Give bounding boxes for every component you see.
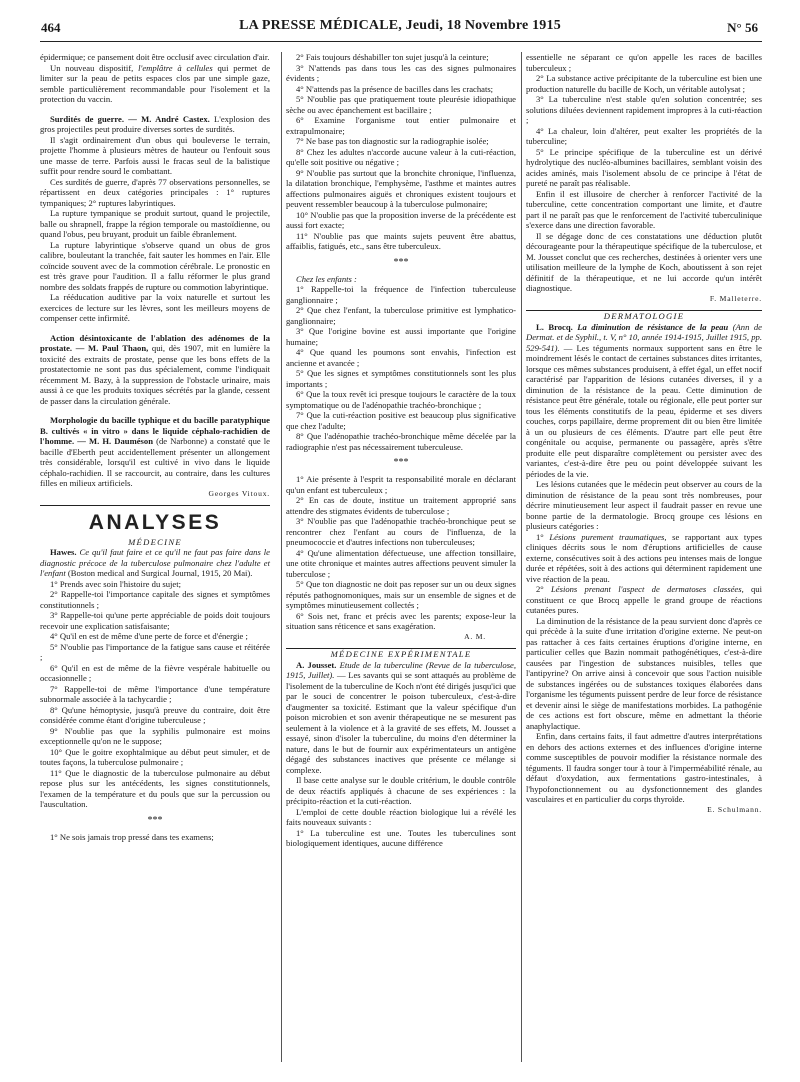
- signature: E. Schulmann.: [707, 804, 762, 814]
- paragraph: Enfin il est illusoire de chercher à renforcer l'activité de la tuberculine, cette concentration comportant une limite, et d'autre part il ne paraît pas que le renforcement de l'activité tuberculinique s'exerce dans une direction favorable.: [526, 188, 762, 230]
- list-item: 2° En cas de doute, institue un traitement approprié sans attendre des stigmates évidents de tuberculose ;: [286, 495, 516, 516]
- list-item: 6° Qu'il en est de même de la fièvre vespérale habituelle ou occasionnelle ;: [40, 662, 270, 683]
- list-item: 6° Sois net, franc et précis avec les parents; expose-leur la situation sans réticence et sans exagération.: [286, 610, 516, 631]
- paragraph: [40, 63, 270, 105]
- paragraph: La rupture tympanique se produit surtout, quand le projectile, balle ou shrapnell, frappe la région temporale ou mastoïdienne, ou quand l'obus, peu bruyant, produit un faible ébranlement.: [40, 208, 270, 239]
- list-item: 4° Qu'il en est de même d'une perte de force et d'énergie ;: [50, 631, 248, 641]
- list-item: 3° La tuberculine n'est stable qu'en solution concentrée; ses solutions diluées deviennent rapidement impropres à la cuti-réaction ;: [526, 94, 762, 125]
- list-item: 11° Que le diagnostic de la tuberculose pulmonaire au début repose plus sur les antécédents, les signes constitutionnels, l'examen de la température et du pouls que sur la percussion ou l'auscultation.: [40, 767, 270, 809]
- list-item: 5° Le principe spécifique de la tuberculine est un dérivé hydrolytique des nucléo-albumines bacillaires, semblant voisin des acides aminés, mais l'isolement absolu de ce principe à l'état de pureté ne paraît pas réalisable.: [526, 146, 762, 188]
- article-brocq: [526, 322, 762, 480]
- list-item: 2° Rappelle-toi l'importance capitale des signes et symptômes constitutionnels ;: [40, 589, 270, 610]
- paragraph: Il base cette analyse sur le double critérium, le double contrôle de deux réactifs appliqués à chacune de ses expériences : la précipito-réaction et la cuti-réaction.: [286, 775, 516, 806]
- list-item: 2° La substance active précipitante de la tuberculine est bien une production naturelle du bacille de Koch, un véritable autolysat ;: [526, 73, 762, 94]
- list-item: 3° Rappelle-toi qu'une perte appréciable de poids doit toujours recevoir une explication satisfaisante;: [40, 610, 270, 631]
- list-item: 8° Que l'adénopathie trachéo-bronchique même décelée par la radiographie n'est pas nécessairement tuberculeuse.: [286, 431, 516, 452]
- article-title: Surdités de guerre. — M. André Castex.: [50, 113, 210, 124]
- article-title: La diminution de résistance de la peau: [572, 321, 729, 332]
- list-item: 7° Que la cuti-réaction positive est beaucoup plus significative que chez l'adulte;: [286, 410, 516, 431]
- article-jousset: [286, 660, 516, 776]
- page-header: [0, 0, 800, 42]
- list-item: 3° Que l'origine bovine est aussi importante que l'origine humaine;: [286, 326, 516, 347]
- article-title: Morphologie du bacille typhique et du bacille paratyphique B. cultivés « in vitro » dans le liquide céphalo-rachidien de l'homme. — M. H. Dauméson: [40, 415, 270, 446]
- article-title: Action désintoxicante de l'ablation des adénomes de la prostate. — M. Paul Thaon,: [40, 332, 270, 353]
- journal-title: LA PRESSE MÉDICALE, Jeudi, 18 Novembre 1915: [239, 18, 561, 33]
- list-item: 9° N'oublie pas que la syphilis pulmonaire est moins exceptionnelle qu'on ne le suppose;: [40, 725, 270, 746]
- list-item: 5° Que ton diagnostic ne doit pas reposer sur un ou deux signes réputés pathognomoniques, mais sur un ensemble de signes et de symptômes minutieusement collectés ;: [286, 579, 516, 610]
- list-item: 1° Aie présente à l'esprit ta responsabilité morale en déclarant qu'un enfant est tuberculeux ;: [286, 474, 516, 495]
- list-item: 1° Rappelle-toi la fréquence de l'infection tuberculeuse ganglionnaire ;: [286, 284, 516, 305]
- paragraph: Il se dégage donc de ces constatations une déduction plutôt décourageante pour la thérapeutique spécifique de la tuberculose, et M. Jousset conclut que ces recherches, destinées à orienter vers une utilisation meilleure de la lymphe de Koch, aboutissent à son rejet définitif de la thérapeutique, et ne lui accorde qu'un intérêt diagnostique.: [526, 230, 762, 293]
- rubric-dermatologie: DERMATOLOGIE: [603, 311, 685, 321]
- list-item: [526, 532, 762, 585]
- list-item: 9° N'oublie pas surtout que la bronchite chronique, l'influenza, la dilatation bronchique, l'emphysème, l'asthme et maintes autres affections pulmonaires aiguës et chroniques existent toujours et peuvent ressembler beaucoup à la tuberculose pulmonaire;: [286, 167, 516, 209]
- asterism: ***: [393, 457, 409, 468]
- subheading-enfants: Chez les enfants :: [296, 273, 357, 284]
- column-2: [286, 52, 516, 849]
- paragraph: La rupture labyrintique s'observe quand un obus de gros calibre, bouleutant la tranchée, fait sauter les hommes en l'air. Elle coïncide souvent avec de la commotion cérébrale. Le pronostic en est très grave pour l'audition. Il a fallu réformer le plus grand nombre des soldats frappés de rupture ou commotion labyrintique.: [40, 239, 270, 292]
- article-title: Etude de la tuberculine: [336, 659, 423, 670]
- paragraph: essentielle ne séparant ce qu'on appelle les races de bacilles tuberculeux ;: [526, 52, 762, 73]
- signature: A. M.: [464, 631, 486, 641]
- article-author: Hawes.: [50, 547, 77, 557]
- list-item: 6° Que la toux revêt ici presque toujours le caractère de la toux symptomatique ou de l'adénopathie trachéo-bronchique ;: [286, 389, 516, 410]
- list-item: 10° N'oublie pas que la proposition inverse de la précédente est aussi fort exacte;: [286, 209, 516, 230]
- paragraph: L'emploi de cette double réaction biologique lui a révélé les faits nouveaux suivants :: [286, 806, 516, 827]
- list-item: 4° N'attends pas la présence de bacilles dans les crachats;: [296, 83, 494, 94]
- list-item: 8° Qu'une hémoptysie, jusqu'à preuve du contraire, doit être considérée comme étant d'origine tuberculeuse ;: [40, 704, 270, 725]
- list-item: 2° Fais toujours déshabiller ton sujet jusqu'à la ceinture;: [296, 52, 489, 62]
- numbered-list: [40, 579, 270, 810]
- text: qui, dès 1907, mit en lumière la toxicité des extraits de prostate, pense que les bons effets de la prostatectomie ne sont pas dus spécialement, comme l'indiquait récemment M. Bazy, à la suppression de l'obstacle urinaire, mais aussi à ce que les produits toxiques sécrétés par la glande, cessent de passer dans la circulation générale.: [40, 343, 270, 406]
- column-3: [526, 52, 762, 815]
- paragraph: La rééducation auditive par la voix naturelle et surtout les exercices de lecture sur les lèvres, sont les meilleurs moyens de compenser cette infirmité.: [40, 292, 270, 323]
- paragraph: épidermique; ce pansement doit être occlusif avec circulation d'air.: [40, 52, 270, 62]
- page-number: 464: [41, 20, 61, 35]
- article-author: L. Brocq.: [536, 321, 573, 332]
- header-rule: [40, 41, 762, 42]
- article-title: Ce qu'il faut faire et ce qu'il ne faut pas faire dans le diagnostic précoce de la tuberculose pulmonaire chez l'adulte et l'enfant: [40, 547, 270, 578]
- list-item: 8° Chez les adultes n'accorde aucune valeur à la cuti-réaction, qu'elle soit positive ou négative ;: [286, 146, 516, 167]
- article-source: (Ann de Dermat. et de Syphil., t. V, n° 10, année 1914-1915, Juillet 1915, pp. 529-541).: [526, 321, 762, 353]
- list-item: 1° Prends avec soin l'histoire du sujet;: [50, 578, 182, 589]
- article-surdites: [40, 114, 270, 135]
- section-rule: [40, 505, 270, 506]
- paragraph: Ces surdités de guerre, d'après 77 observations personnelles, se répartissent en deux catégories principales : 1° ruptures tympaniques; 2° ruptures labyrintiques.: [40, 176, 270, 208]
- section-heading-analyses: ANALYSES: [88, 511, 222, 534]
- list-item: 3° N'attends pas dans tous les cas des signes pulmonaires évidents ;: [286, 62, 516, 83]
- paragraph: 1° La tuberculine est une. Toutes les tuberculines sont biologiquement identiques, aucune différence: [286, 827, 516, 848]
- text: (de Narbonne) a constaté que le bacille d'Eberth peut accidentellement présenter un allongement très considérable, lorsqu'il est cultivé in vivo dans le liquide céphalo-rachidien. Il se raccourcit, au contraire, dans les cultures filles en milieux artificiels.: [40, 436, 270, 488]
- text: 1°: [536, 531, 550, 542]
- list-item: 6° Examine l'organisme tout entier pulmonaire et extrapulmonaire;: [286, 115, 516, 136]
- paragraph: Il s'agit ordinairement d'un obus qui bouleverse le terrain, projette l'homme à plusieurs mètres de hauteur ou l'enfouit sous une masse de terre. Parfois aussi le fracas seul de la balistique suffit pour rendre sourd le combattant.: [40, 134, 270, 176]
- issue-number: N° 56: [727, 20, 758, 35]
- paragraph: La diminution de la résistance de la peau survient donc d'après ce qui précède à la suite d'une irritation d'origine externe. Ne peut-on pas rattacher à ces faits certaines éruptions d'origine interne, en particulier celles que Bazin nommait pathogénétiques, c'est-à-dire causées par l'ingestion de substances nuisibles, telles que l'antipyrine? On arrive ainsi à concevoir que sous l'action nuisible de substances ingérées ou de substances toxiques élaborées dans l'organisme les téguments puissent perdre de leur force de résistance et devenir ainsi le siège de manifestations morbides. La pathogénie de ces actions est fort obscure, même en admettant la théorie anaphylactique.: [526, 615, 762, 731]
- text: , qui constituent ce que Brocq appelle le grand groupe de réactions cutanées pures.: [526, 584, 762, 615]
- column-divider: [281, 52, 282, 1062]
- list-item: 3° N'oublie pas que l'adénopathie trachéo-bronchique peut se rencontrer chez l'enfant au cours de l'influenza, de la pneumococcie et d'autres infections non tuberculeuses;: [286, 516, 516, 547]
- text: , se rapportant aux types cliniques décrits sous le nom d'éruptions artificielles de cause externe, consécutives soit à des actions peu intenses mais de longue durée et répétées, soit à des actions qui déterminent rapidement une vive réaction de la peau.: [526, 531, 762, 584]
- signature: F. Malleterre.: [709, 293, 762, 303]
- column-1: [40, 52, 270, 842]
- list-item: 7° Rappelle-toi de même l'importance d'une température subnormale associée à la tachycardie ;: [40, 683, 270, 704]
- list-item: 7° Ne base pas ton diagnostic sur la radiographie isolée;: [296, 136, 489, 146]
- rubric-medecine-experimentale: MÉDECINE EXPÉRIMENTALE: [330, 649, 472, 659]
- list-item: 5° N'oublie pas l'importance de la fatigue sans cause et réitérée ;: [40, 641, 270, 662]
- article-bacille: [40, 415, 270, 489]
- text: — Les téguments normaux supportent sans en être le moindrement lésés le contact de certaines substances dites irritantes, lorsque ces mêmes substances produisent, à effet égal, un effet nocif caractérisé par l'apparition de lésions cutanées diverses, il y a diminution de la résistance de la peau. Cette diminution de résistance peut être générale, totale ou régionale, elle peut porter sur tous les éléments constitutifs de la peau, épiderme et ses divers couches, corps papillaire, derme proprement dit ou bien être limitée à un ou plusieurs de ces éléments. D'autre part elle peut être congénitale ou acquise, permanente ou passagère, après s'être produite elle peut disparaître complètement ou persister avec des variantes, c'est-à-dire être peu ou point développée suivant les périodes de la vie.: [526, 342, 762, 479]
- text-italic: Lésions purement traumatiques: [549, 531, 665, 542]
- asterism: ***: [147, 814, 163, 826]
- text: qui permet de limiter sur la peau de petits espaces clos par une simple gaze, semble particulièrement recommandable pour l'isolement et la protection du vaccin.: [40, 62, 271, 104]
- list-item: 10° Que le goitre exophtalmique au début peut simuler, et de toutes façons, la tuberculose pulmonaire ;: [40, 746, 270, 767]
- text-italic: l'emplâtre à cellules: [138, 62, 213, 73]
- paragraph: Enfin, dans certains faits, il faut admettre d'autres interprétations en dehors des actions externes et des influences d'origine interne comme susceptibles de pouvoir modifier la résistance normale des téguments. Il faudra songer tour à tour à l'imperméabilité rénale, au défaut d'oxydation, aux fermentations gastro-intestinales, à l'hypofonctionnement ou au dysfonctionnement des glandes vasculaires et en particulier du corps thyroïde.: [526, 731, 762, 804]
- asterism: ***: [393, 256, 409, 268]
- article-prostate: [40, 333, 270, 407]
- column-divider: [521, 52, 522, 1062]
- article-author: A. Jousset.: [296, 659, 337, 670]
- list-item: 4° Qu'une alimentation défectueuse, une affection tonsillaire, une otite chronique et maintes autres affections peuvent simuler la tuberculose ;: [286, 547, 516, 579]
- list-item: [526, 584, 762, 616]
- text: Un nouveau dispositif,: [50, 62, 139, 73]
- text: — Les savants qui se sont attaqués au problème de l'isolement de la tuberculine de Koch n'ont été dirigés jusqu'ici que par le souci de concentrer le poison tuberculeux, c'est-à-dire d'augmenter sa toxicité. Estimant que la valeur spécifique d'un poison microbien et son avenir thérapeutique ne se mesurent pas seulement à la violence et à la gravité de ses effets, M. Jousset a essayé, sinon d'isoler la tuberculine, du moins d'en déterminer la nature, dans le but de fournir aux expérimentateurs un antigène dégagé des substances inactives que présente ce mélange si complexe.: [286, 670, 516, 775]
- signature: Georges Vitoux.: [208, 488, 270, 498]
- list-item: 4° La chaleur, loin d'altérer, peut exalter les propriétés de la tuberculine;: [526, 125, 762, 146]
- article-source: (Revue de la tuberculose, 1915, Juillet).: [286, 659, 517, 680]
- list-item: 2° Que chez l'enfant, la tuberculose primitive est lymphatico-ganglionnaire;: [286, 305, 516, 326]
- list-item: 5° N'oublie pas que pratiquement toute pleurésie idiopathique sèche ou avec épanchement est bacillaire ;: [286, 94, 516, 115]
- list-item: 4° Que quand les poumons sont envahis, l'infection est ancienne et avancée ;: [286, 347, 516, 368]
- article-source: (Boston medical and Surgical Journal, 1915, 20 Mai).: [65, 568, 253, 578]
- rubric-medecine: MÉDECINE: [128, 536, 182, 547]
- article-hawes: [40, 547, 270, 579]
- list-item: 1° Ne sois jamais trop pressé dans tes examens;: [50, 831, 214, 842]
- text: 2°: [536, 584, 551, 594]
- list-item: 5° Que les signes et symptômes constitutionnels sont les plus importants ;: [286, 368, 516, 389]
- text-italic: Lésions prenant l'aspect de dermatoses classées: [551, 584, 742, 594]
- paragraph: Les lésions cutanées que le médecin peut observer au cours de la diminution de résistance de la peau sont très nombreuses, pour décrire minutieusement leur aspect il faudrait passer en revue une bonne partie de la dermatologie. Brocq groupe ces lésions en plusieurs catégories :: [526, 479, 762, 531]
- text: L'explosion des gros projectiles peut produire diverses sortes de surdités.: [40, 113, 270, 134]
- list-item: 11° N'oublie pas que maints sujets peuvent être abattus, affaiblis, fatigués, etc., sans être tuberculeux.: [286, 230, 516, 251]
